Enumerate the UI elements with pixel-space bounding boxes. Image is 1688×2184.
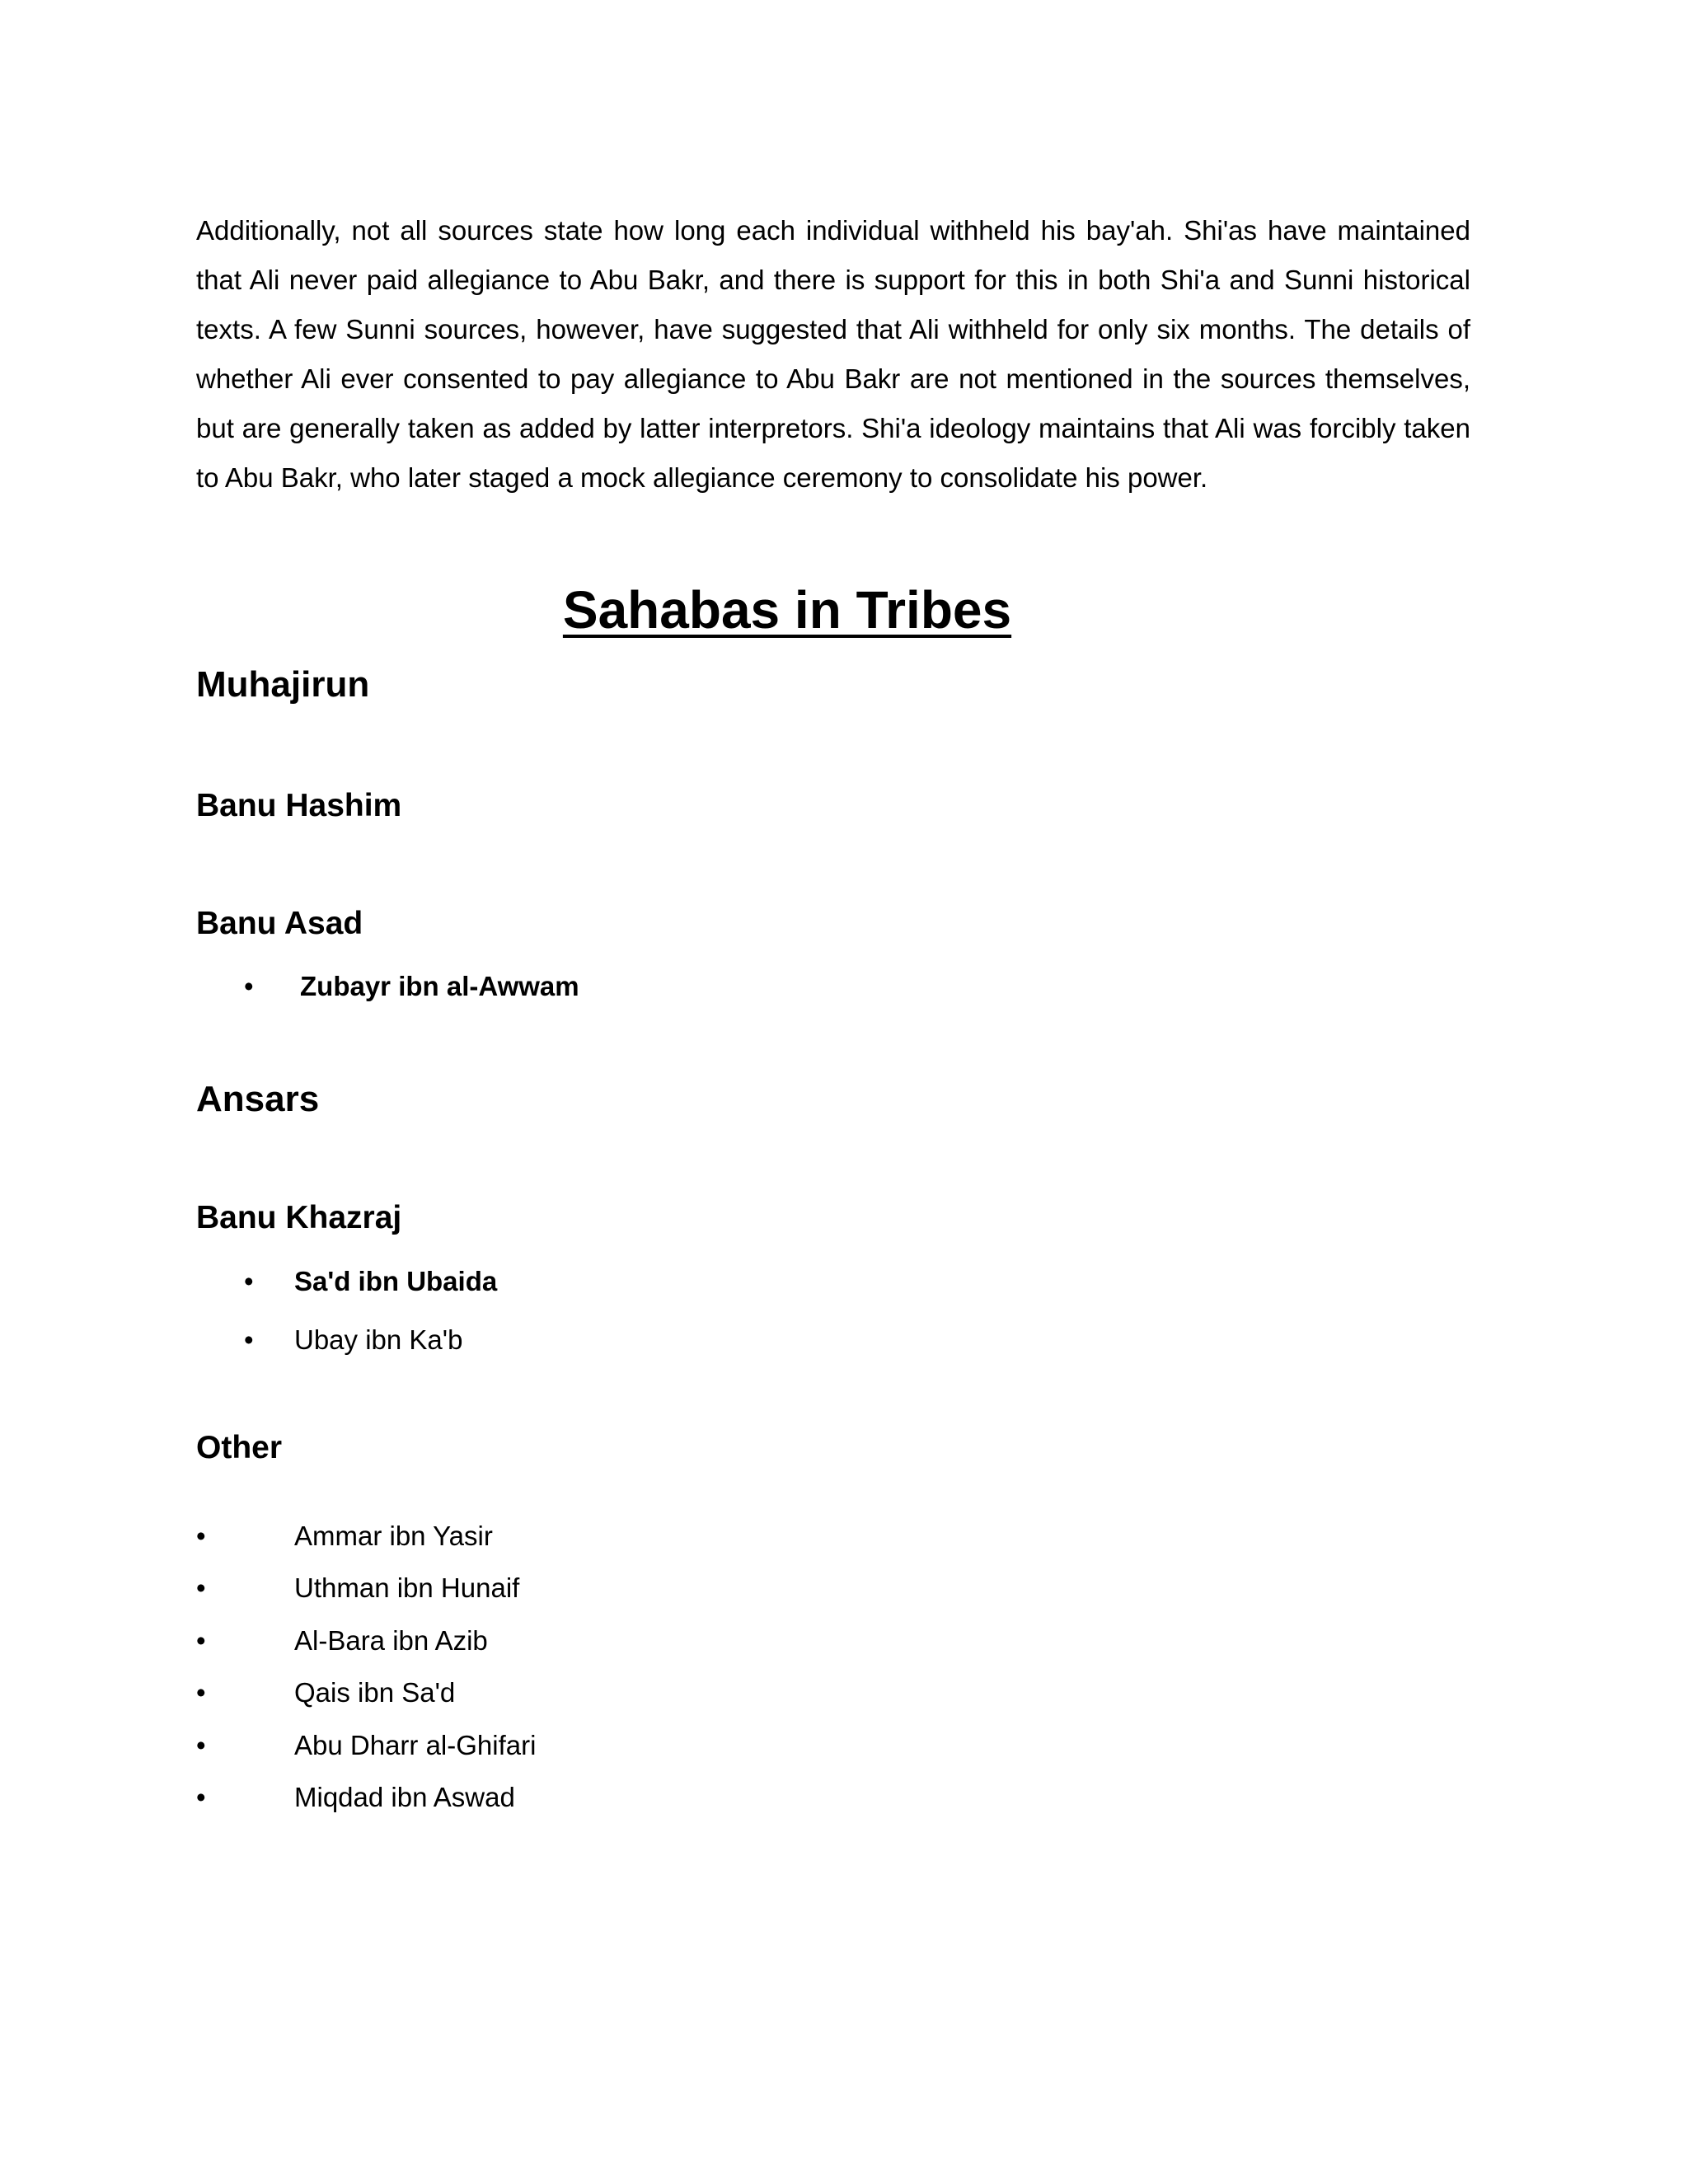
- list-item-ammar: Ammar ibn Yasir: [294, 1521, 493, 1551]
- heading-muhajirun: Muhajirun: [196, 664, 370, 705]
- list-item-ubay: Ubay ibn Ka'b: [294, 1324, 463, 1355]
- bullet-icon: •: [196, 1625, 206, 1656]
- heading-other: Other: [196, 1430, 283, 1465]
- bullet-icon: •: [244, 1324, 254, 1355]
- list-item-abu-dharr: Abu Dharr al-Ghifari: [294, 1730, 537, 1760]
- heading-banu-hashim: Banu Hashim: [196, 788, 402, 823]
- intro-paragraph: Additionally, not all sources state how long each individual withheld his bay'ah. Shi'as have maintained that Ali never paid allegiance to Abu Bakr, and there is support for this in both Shi'a and Sunni historical texts. A few Sunni sources, however, have suggested that Ali withheld for only six months. The details of whether Ali ever consented to pay allegiance to Abu Bakr are not mentioned in the sources themselves, but are generally taken as added by latter interpretors. Shi'a ideology maintains that Ali was forcibly taken to Abu Bakr, who later staged a mock allegiance ceremony to consolidate his power.: [196, 215, 1470, 493]
- section-title: Sahabas in Tribes: [562, 580, 1012, 640]
- list-item-miqdad: Miqdad ibn Aswad: [294, 1782, 515, 1812]
- heading-banu-asad: Banu Asad: [196, 906, 363, 941]
- bullet-icon: •: [244, 1266, 254, 1296]
- bullet-icon: •: [196, 1782, 206, 1812]
- bullet-icon: •: [196, 1730, 206, 1760]
- bullet-icon: •: [196, 1572, 206, 1603]
- heading-banu-khazraj: Banu Khazraj: [196, 1200, 402, 1235]
- list-item-al-bara: Al-Bara ibn Azib: [294, 1625, 488, 1656]
- heading-ansars: Ansars: [196, 1079, 320, 1119]
- list-item-zubayr: Zubayr ibn al-Awwam: [300, 971, 579, 1001]
- bullet-icon: •: [196, 1677, 206, 1708]
- bullet-icon: •: [196, 1521, 206, 1551]
- bullet-icon: •: [244, 971, 254, 1001]
- list-item-uthman: Uthman ibn Hunaif: [294, 1572, 520, 1603]
- list-item-sad: Sa'd ibn Ubaida: [294, 1266, 498, 1296]
- list-item-qais: Qais ibn Sa'd: [294, 1677, 456, 1708]
